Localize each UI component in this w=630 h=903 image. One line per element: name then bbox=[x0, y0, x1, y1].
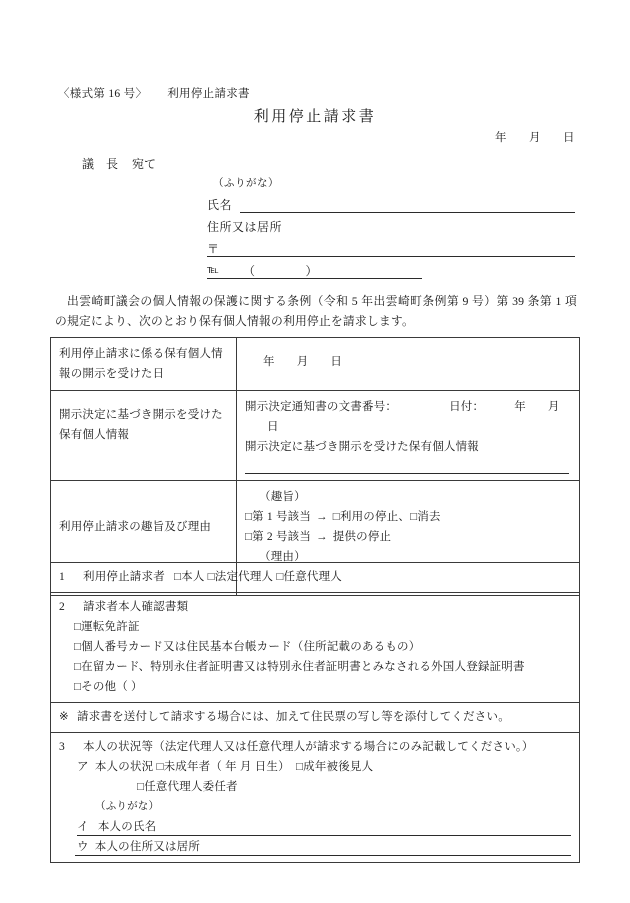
checkbox-residence-card[interactable]: □在留カード、特別永住者証明書又は特別永住者証明書とみなされる外国人登録証明書 bbox=[74, 661, 525, 673]
row2-label-cell: 開示決定に基づき開示を受けた保有個人情報 bbox=[51, 391, 237, 481]
row1-month-label: 月 bbox=[296, 356, 309, 368]
section3-item-b-row[interactable] bbox=[59, 817, 571, 837]
form-caption: 利用停止請求書 bbox=[167, 88, 250, 100]
section2-cell[interactable] bbox=[51, 593, 580, 703]
section2-label: 請求者本人確認書類 bbox=[83, 601, 189, 613]
applicant-tel-row bbox=[207, 262, 422, 279]
row2-write-line[interactable] bbox=[245, 461, 569, 474]
checkbox-item1[interactable]: □第 1 号該当 bbox=[245, 511, 312, 523]
row3-stop-provision-label: 提供の停止 bbox=[332, 531, 392, 543]
main-request-table bbox=[50, 337, 580, 596]
intro-paragraph: 出雲崎町議会の個人情報の保護に関する条例（令和 5 年出雲崎町条例第 9 号）第 39 条第 1 項の規定により、次のとおり保有個人情報の利用停止を請求します。 bbox=[55, 294, 577, 328]
note-mark-icon: ※ bbox=[59, 711, 69, 723]
checkbox-voluntary-representative[interactable]: □任意代理人 bbox=[276, 571, 342, 583]
table-row bbox=[51, 338, 580, 391]
row2-month-label: 月 bbox=[547, 401, 560, 413]
row1-day-label: 日 bbox=[330, 356, 343, 368]
checkbox-erase[interactable]: □消去 bbox=[410, 511, 441, 523]
checkbox-mynumber-card[interactable]: □個人番号カード又は住民基本台帳カード（住所記載のあるもの） bbox=[74, 641, 421, 653]
checkbox-stop-use[interactable]: □利用の停止、 bbox=[332, 511, 411, 523]
applicant-name-row bbox=[207, 196, 575, 213]
addressee-suffix: 宛て bbox=[132, 157, 157, 171]
section2-note-cell bbox=[51, 703, 580, 733]
addressee-title-second: 長 bbox=[106, 157, 119, 171]
table-row bbox=[51, 593, 580, 703]
form-number-caption bbox=[58, 85, 250, 101]
row1-value-cell[interactable] bbox=[237, 338, 580, 391]
table-row bbox=[51, 563, 580, 593]
form-number: 〈様式第 16 号〉 bbox=[58, 88, 148, 100]
section2-note-text: 請求書を送付して請求する場合には、加えて住民票の写し等を添付してください。 bbox=[77, 711, 510, 723]
section3-item-c-label: 本人の住所又は居所 bbox=[95, 841, 203, 853]
section1-label: 利用停止請求者 bbox=[83, 571, 165, 583]
section3-cell[interactable] bbox=[51, 733, 580, 863]
section1-number: 1 bbox=[59, 571, 65, 583]
row2-date-label: 日付： bbox=[449, 401, 485, 413]
applicant-zip-row bbox=[207, 240, 575, 257]
section3-item-c-row[interactable] bbox=[59, 837, 571, 857]
checkbox-minor[interactable]: □未成年者（ 年 月 日生） bbox=[156, 761, 290, 773]
section3-label: 本人の状況等（法定代理人又は任意代理人が請求する場合にのみ記載してください。） bbox=[83, 741, 534, 753]
row1-year-label: 年 bbox=[263, 356, 275, 368]
arrow-icon: → bbox=[316, 511, 328, 523]
section3-number: 3 bbox=[59, 741, 65, 753]
section1-line bbox=[59, 567, 571, 587]
row2-docnum-line bbox=[245, 397, 571, 437]
checkbox-item2[interactable]: □第 2 号該当 bbox=[245, 531, 312, 543]
row3-purpose-heading: （趣旨） bbox=[259, 491, 306, 503]
document-date-line bbox=[495, 129, 575, 145]
applicant-name-label: 氏名 bbox=[207, 198, 233, 212]
applicant-furigana-label: （ふりがな） bbox=[213, 178, 279, 189]
section3-item-c-write-line[interactable] bbox=[75, 855, 571, 856]
checkbox-legal-representative[interactable]: □法定代理人 bbox=[207, 571, 274, 583]
section3-item-a-line[interactable] bbox=[59, 757, 571, 777]
row2-day-label: 日 bbox=[267, 421, 279, 433]
applicant-confirmation-table bbox=[50, 562, 580, 863]
section1-cell[interactable] bbox=[51, 563, 580, 593]
row3-reason-heading: （理由） bbox=[259, 551, 306, 563]
section3-item-b-label: 本人の氏名 bbox=[98, 821, 160, 833]
section3-item-c-marker: ウ bbox=[77, 841, 92, 853]
row2-year-label: 年 bbox=[514, 401, 526, 413]
addressee-line bbox=[82, 155, 156, 172]
table-row bbox=[51, 733, 580, 863]
applicant-name-write-line[interactable] bbox=[240, 212, 575, 213]
telephone-icon: ℡ bbox=[207, 264, 220, 276]
date-day-label: 日 bbox=[563, 132, 575, 144]
table-row bbox=[51, 391, 580, 481]
row2-second-line: 開示決定に基づき開示を受けた保有個人情報 bbox=[245, 441, 479, 453]
checkbox-adult-ward[interactable]: □成年被後見人 bbox=[295, 761, 374, 773]
section2-note-line bbox=[59, 707, 571, 727]
applicant-tel-write-line[interactable] bbox=[207, 278, 422, 279]
checkbox-voluntary-delegator[interactable]: □任意代理人委任者 bbox=[137, 781, 238, 793]
zip-icon: 〒 bbox=[207, 242, 220, 256]
arrow-icon: → bbox=[316, 531, 328, 543]
page-title: 利用停止請求書 bbox=[253, 109, 377, 125]
date-year-label: 年 bbox=[495, 132, 507, 144]
row2-docnum-label: 開示決定通知書の文書番号： bbox=[245, 401, 398, 413]
table-row bbox=[51, 703, 580, 733]
applicant-tel-parens: （ ） bbox=[243, 264, 319, 278]
section2-number: 2 bbox=[59, 601, 65, 613]
row1-label-cell: 利用停止請求に係る保有個人情報の開示を受けた日 bbox=[51, 338, 237, 391]
row2-value-cell[interactable] bbox=[237, 391, 580, 481]
applicant-address-write-line[interactable] bbox=[207, 256, 575, 257]
section3-item-a-marker: ア bbox=[77, 761, 89, 773]
section3-heading bbox=[59, 737, 571, 757]
checkbox-self[interactable]: □本人 bbox=[173, 571, 205, 583]
section3-item-b-marker: イ bbox=[77, 821, 92, 833]
section3-item-a-label: 本人の状況 bbox=[94, 761, 154, 773]
date-month-label: 月 bbox=[529, 132, 541, 144]
row3-option2-line[interactable] bbox=[245, 527, 571, 547]
checkbox-drivers-license[interactable]: □運転免許証 bbox=[74, 621, 140, 633]
section3-item-b-write-line[interactable] bbox=[77, 835, 571, 836]
addressee-title-first: 議 bbox=[82, 157, 95, 171]
applicant-address-label: 住所又は居所 bbox=[207, 220, 283, 234]
checkbox-other-document[interactable]: □その他（ ） bbox=[74, 681, 143, 693]
section3-furigana-label: （ふりがな） bbox=[95, 801, 160, 812]
section2-heading bbox=[59, 597, 571, 617]
row3-label-cell: 利用停止請求の趣旨及び理由 bbox=[51, 481, 237, 596]
row3-option1-line[interactable] bbox=[245, 507, 571, 527]
